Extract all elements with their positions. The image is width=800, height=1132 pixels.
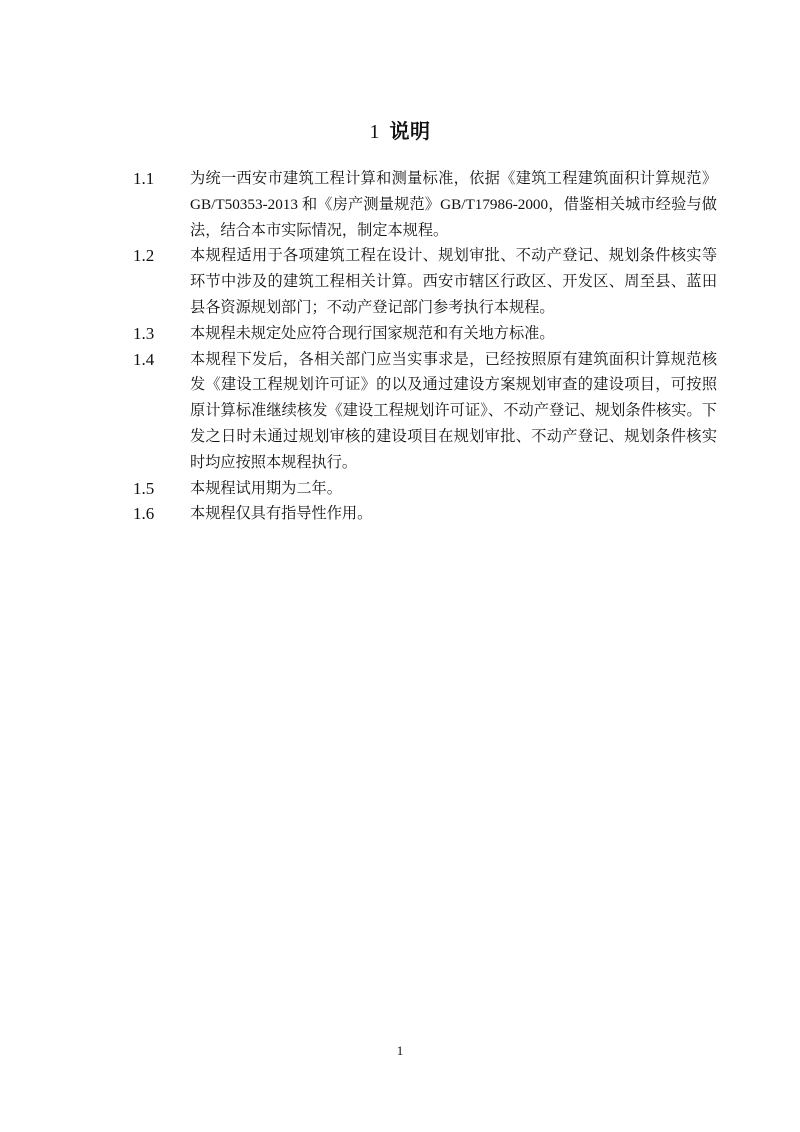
page-number: 1 [396, 1043, 404, 1058]
clause-number: 1.2 [133, 246, 155, 266]
clause-number: 1.6 [133, 504, 155, 524]
section-title: 说明 [389, 119, 431, 143]
clause-text: 本规程未规定处应符合现行国家规范和有关地方标准。 [190, 324, 555, 342]
clause-1-4 [0, 347, 800, 476]
clause-text: 本规程试用期为二年。 [190, 479, 342, 497]
section-number: 1 [369, 121, 380, 143]
clause-1-1 [0, 166, 800, 243]
clause-1-5 [0, 476, 800, 502]
clause-number: 1.4 [133, 349, 155, 369]
clause-text: 为统一西安市建筑工程计算和测量标准，依据《建筑工程建筑面积计算规范》GB/T50353-2013 和《房产测量规范》GB/T17986-2000，借鉴相关城市经验与做法，结合本市实际情况，制定本规程。 [190, 170, 717, 239]
clause-1-3 [0, 321, 800, 347]
clause-text: 本规程仅具有指导性作用。 [190, 505, 373, 523]
clause-number: 1.5 [133, 478, 155, 498]
clause-list [0, 166, 800, 527]
section-heading [0, 116, 800, 147]
clause-number: 1.3 [133, 323, 155, 343]
clause-text: 本规程适用于各项建筑工程在设计、规划审批、不动产登记、规划条件核实等环节中涉及的建筑工程相关计算。西安市辖区行政区、开发区、周至县、蓝田县各资源规划部门；不动产登记部门参考执行本规程。 [190, 247, 717, 316]
clause-number: 1.1 [133, 169, 155, 188]
clause-1-2 [0, 243, 800, 320]
clause-1-6 [0, 501, 800, 527]
clause-text: 本规程下发后，各相关部门应当实事求是，已经按照原有建筑面积计算规范核发《建设工程规划许可证》的以及通过建设方案规划审查的建设项目，可按照原计算标准继续核发《建设工程规划许可证》、不动产登记、规划条件核实。下发之日时未通过规划审核的建设项目在规划审批、不动产登记、规划条件核实时均应按照本规程执行。 [190, 350, 717, 471]
